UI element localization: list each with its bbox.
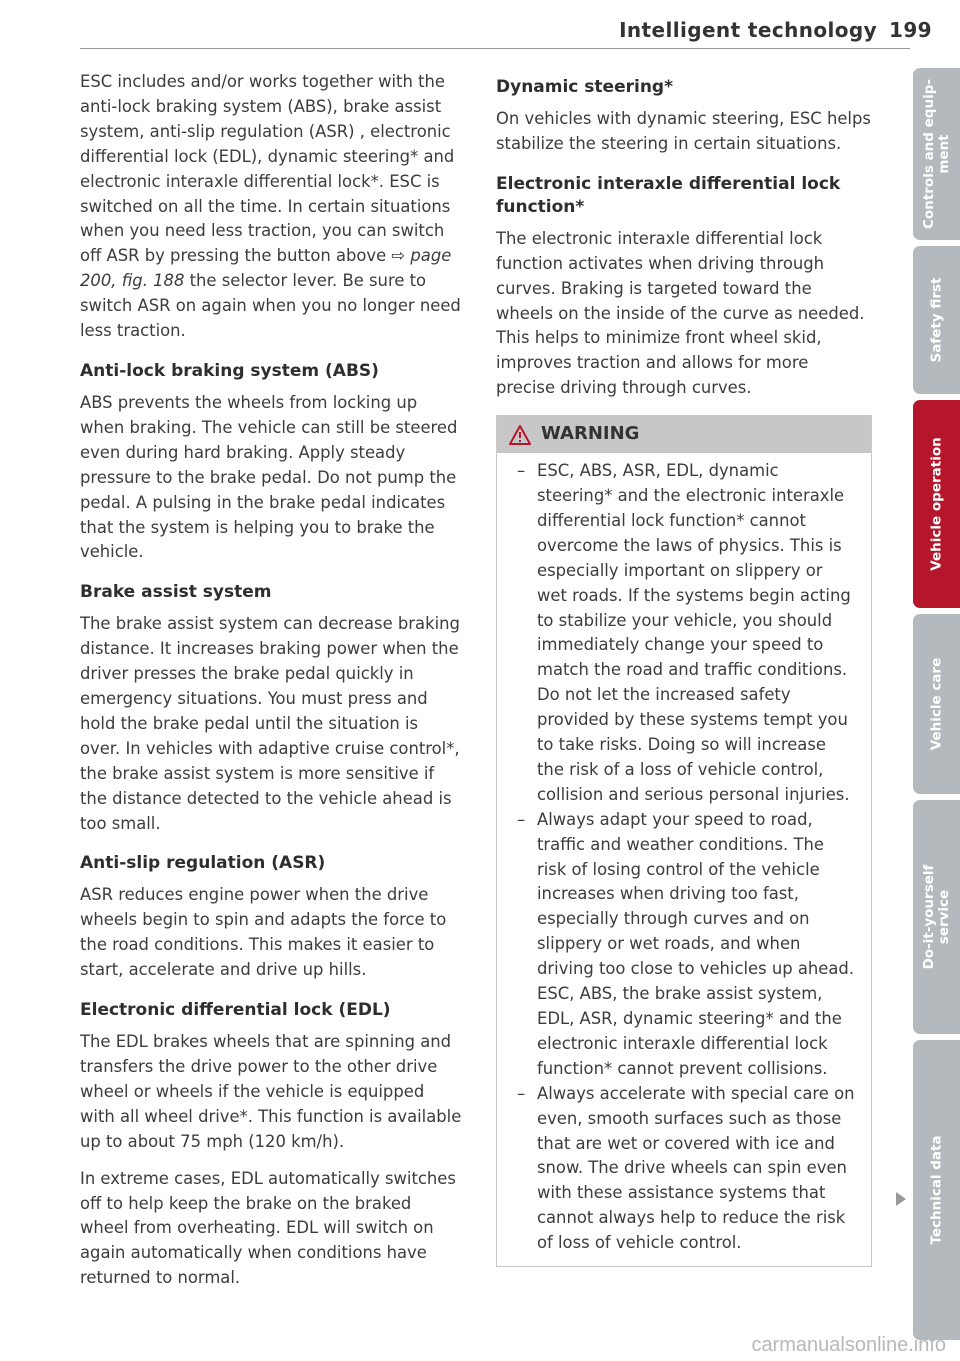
edl-paragraph-2: In extreme cases, EDL automatically switches off to help keep the brake on the braked wheel from overheating. EDL will switch on again automatically when conditions have returned to normal. [80, 1168, 456, 1288]
tab-label [929, 1135, 944, 1244]
tab-controls-and-equipment[interactable] [913, 68, 960, 240]
running-header [619, 18, 932, 42]
tab-label-line: Safety first [928, 277, 944, 363]
page-reference-link[interactable]: ⇨ page 200, fig. 188 [80, 246, 452, 291]
warning-item: – Always adapt your speed to road, traffic and weather conditions. The risk of losing control of the vehicle increases when driving too fast, especially through curves and on slippery or wet roads, and when driving too close to vehicles up ahead. ESC, ABS, the brake assist system, EDL, ASR, dynamic steering* and the electronic interaxle differential lock function* cannot prevent collisions. [511, 808, 857, 1082]
tab-label [929, 658, 944, 751]
watermark: carmanualsonline.info [751, 1334, 946, 1356]
warning-header [497, 416, 871, 453]
dynamic-steering-heading: Dynamic steering* [496, 77, 673, 97]
tab-vehicle-care[interactable] [913, 614, 960, 794]
tab-safety-first[interactable] [913, 246, 960, 394]
abs-heading: Anti-lock braking system (ABS) [80, 360, 379, 381]
tab-label [929, 278, 944, 363]
tab-label-line: Technical data [928, 1135, 944, 1245]
header-rule [80, 48, 910, 49]
warning-title: WARNING [541, 423, 640, 445]
tab-label-line: service [935, 889, 952, 945]
tab-label-line: ment [935, 134, 952, 174]
section-tabs [913, 68, 960, 1346]
tab-label-line: Vehicle care [928, 657, 944, 751]
asr-heading: Anti-slip regulation (ASR) [80, 853, 326, 874]
tab-do-it-yourself-service[interactable] [913, 800, 960, 1034]
intro-paragraph [80, 70, 462, 344]
edl-heading: Electronic differential lock (EDL) [80, 1000, 391, 1021]
continued-arrow-icon [896, 1192, 906, 1206]
dynamic-steering-paragraph: On vehicles with dynamic steering, ESC helps stabilize the steering in certain situations. [496, 109, 871, 153]
warning-triangle-icon [509, 425, 531, 445]
edl-paragraph-1: The EDL brakes wheels that are spinning and transfers the drive power to the other drive wheel or wheels if the vehicle is equipped with all wheel drive*. This function is available up to about 75 mph (120 km/h). [80, 1032, 462, 1151]
intro-text-end: the selector lever. Be sure to switch ASR on again when you no longer need less traction. [80, 271, 461, 341]
warning-box [496, 415, 872, 1267]
left-column [80, 70, 462, 1303]
tab-technical-data[interactable] [913, 1040, 960, 1340]
tab-vehicle-operation[interactable] [913, 400, 960, 608]
asr-paragraph: ASR reduces engine power when the drive wheels begin to spin and adapts the force to the road conditions. This makes it easier to start, accelerate and drive up hills. [80, 885, 447, 980]
interaxle-lock-heading: Electronic interaxle differential lock function* [496, 173, 841, 217]
interaxle-lock-paragraph: The electronic interaxle differential lock function activates when driving through curves. Braking is targeted toward the wheels on the inside of the curve as needed. This helps to minimize front wheel skid, improves traction and allows for more precise driving through curves. [496, 228, 865, 398]
brake-assist-paragraph: The brake assist system can decrease braking distance. It increases braking power when the driver presses the brake pedal quickly in emergency situations. You must press and hold the brake pedal until the situation is over. In vehicles with adaptive cruise control*, the brake assist system is more sensitive if the distance detected to the vehicle ahead is too small. [80, 614, 460, 833]
tab-label [929, 437, 944, 570]
tab-label-line: Do-it-yourself [920, 864, 937, 970]
tab-label-line: Vehicle operation [928, 437, 944, 571]
section-title: Intelligent technology [619, 18, 878, 42]
intro-text: ESC includes and/or works together with the anti-lock braking system (ABS), brake assist system, anti-slip regulation (ASR) , electronic differential lock (EDL), dynamic steering* and electronic interaxle differential lock*. ESC is switched on all the time. In certain situations when you need less traction, you can switch off ASR by pressing the button above [80, 72, 455, 266]
brake-assist-heading: Brake assist system [80, 582, 272, 603]
page-number: 199 [889, 18, 932, 42]
warning-item: – Always accelerate with special care on even, smooth surfaces such as those that are wet or covered with ice and snow. The drive wheels can spin even with these assistance systems that cannot always help to reduce the risk of loss of vehicle control. [511, 1082, 857, 1256]
tab-label [922, 865, 952, 970]
tab-label-line: Controls and equip- [920, 79, 937, 229]
warning-list [497, 453, 871, 1266]
tab-label [922, 79, 952, 229]
warning-item: – ESC, ABS, ASR, EDL, dynamic steering* and the electronic interaxle differential lock function* cannot overcome the laws of physics. This is especially important on slippery or wet roads. If the systems begin acting to stabilize your vehicle, you should immediately change your speed to match the road and traffic conditions. Do not let the increased safety provided by these systems tempt you to take risks. Doing so will increase the risk of a loss of vehicle control, collision and serious personal injuries. [511, 459, 857, 808]
abs-paragraph: ABS prevents the wheels from locking up when braking. The vehicle can still be steered even during hard braking. Apply steady pressure to the brake pedal. Do not pump the pedal. A pulsing in the brake pedal indicates that the system is helping you to brake the vehicle. [80, 392, 458, 562]
right-column [496, 70, 872, 1267]
